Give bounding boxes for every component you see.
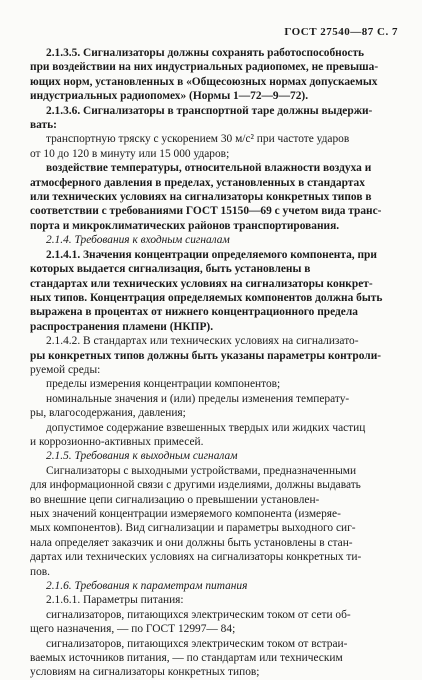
text-line: Сигнализаторы с выходными устройствами, предназначенными [46,464,357,477]
text-line: ных значений концентрации измеряемого компонента (измеряе- [30,508,341,520]
text-line: ющих норм, установленных в «Общесоюзных нормах допускаемых [30,75,378,88]
text-line: воздействие температуры, относительной влажности воздуха и [46,162,372,175]
text-line: ваемых источников питания, — по стандартам или техническим [30,652,343,665]
text-line: мых компонентов). Вид сигнализации и параметры выходного сиг- [30,522,356,535]
text-line: стандартах или технических условиях на сигнализаторы конкрет- [30,277,373,290]
text-line: 2.1.3.6. Сигнализаторы в транспортной таре должны выдержи- [46,104,373,117]
text-line: и коррозионно-активных примесей. [30,435,204,448]
text-line: порта и микроклиматических районов транспортирования. [30,219,340,232]
text-line: соответствии с требованиями ГОСТ 15150—69 с учетом вида транс- [30,205,382,218]
text-line: номинальные значения и (или) пределы изменения температу- [46,392,350,405]
page-header: ГОСТ 27540—87 С. 7 [284,26,398,38]
text-line: нала определяет заказчик и они должны быть установлены в стан- [30,536,353,549]
text-line: пределы измерения концентрации компонентов; [46,378,281,391]
text-line: которых выдается сигнализация, быть установлены в [30,263,311,276]
text-line: 2.1.6. Требования к параметрам питания [46,580,248,593]
document-body [30,46,398,680]
text-line: ных типов. Концентрация определяемых компонентов должна быть [30,291,383,304]
text-line: дартах или технических условиях на сигнализаторы конкретных ти- [30,551,362,564]
text-line: 2.1.3.5. Сигнализаторы должны сохранять работоспособность [46,47,365,59]
text-line: 2.1.4.2. В стандартах или технических условиях на сигнализато- [46,335,359,348]
text-line: сигнализаторов, питающихся электрическим током от сети об- [46,608,351,621]
text-line: индустриальных радиопомех» (Нормы 1—72—9—72). [30,90,309,103]
text-line: 2.1.4. Требования к входным сигналам [46,234,230,247]
text-line: допустимое содержание взвешенных твердых или жидких частиц [46,421,366,434]
text-line: атмосферного давления в пределах, установленных в стандартах [30,176,365,189]
text-line: условиям на сигнализаторы конкретных типов; [30,666,260,679]
text-line: 2.1.6.1. Параметры питания: [46,594,184,607]
text-line: 2.1.4.1. Значения концентрации определяемого компонента, при [46,248,377,261]
text-line: ры конкретных типов должны быть указаны параметры контроли- [30,349,382,362]
text-line: или технических условиях на сигнализаторы конкретных типов в [30,191,372,204]
text-line: ры, влагосодержания, давления; [30,407,186,420]
text-line: сигнализаторов, питающихся электрическим током от встраи- [46,637,348,650]
text-line: во внешние цепи сигнализацию о превышении установлен- [30,493,320,506]
text-line: от 10 до 120 в минуту или 15 000 ударов; [30,147,230,160]
text-line: распространения пламени (НКПР). [30,320,214,333]
text-line: 2.1.5. Требования к выходным сигналам [46,450,238,463]
text-line: вать: [30,119,57,132]
text-line: транспортную тряску с ускорением 30 м/с² при частоте ударов [46,133,350,146]
text-line: руемой среды: [30,363,101,376]
text-line: пов. [30,565,51,578]
text-line: при воздействии на них индустриальных радиопомех, не превыша- [30,61,379,74]
text-line: выражена в процентах от нижнего концентрационного предела [30,306,358,319]
text-line: для информационной связи с другими изделиями, должны выдавать [30,479,361,492]
text-line: щего назначения, — по ГОСТ 12997— 84; [30,623,236,636]
